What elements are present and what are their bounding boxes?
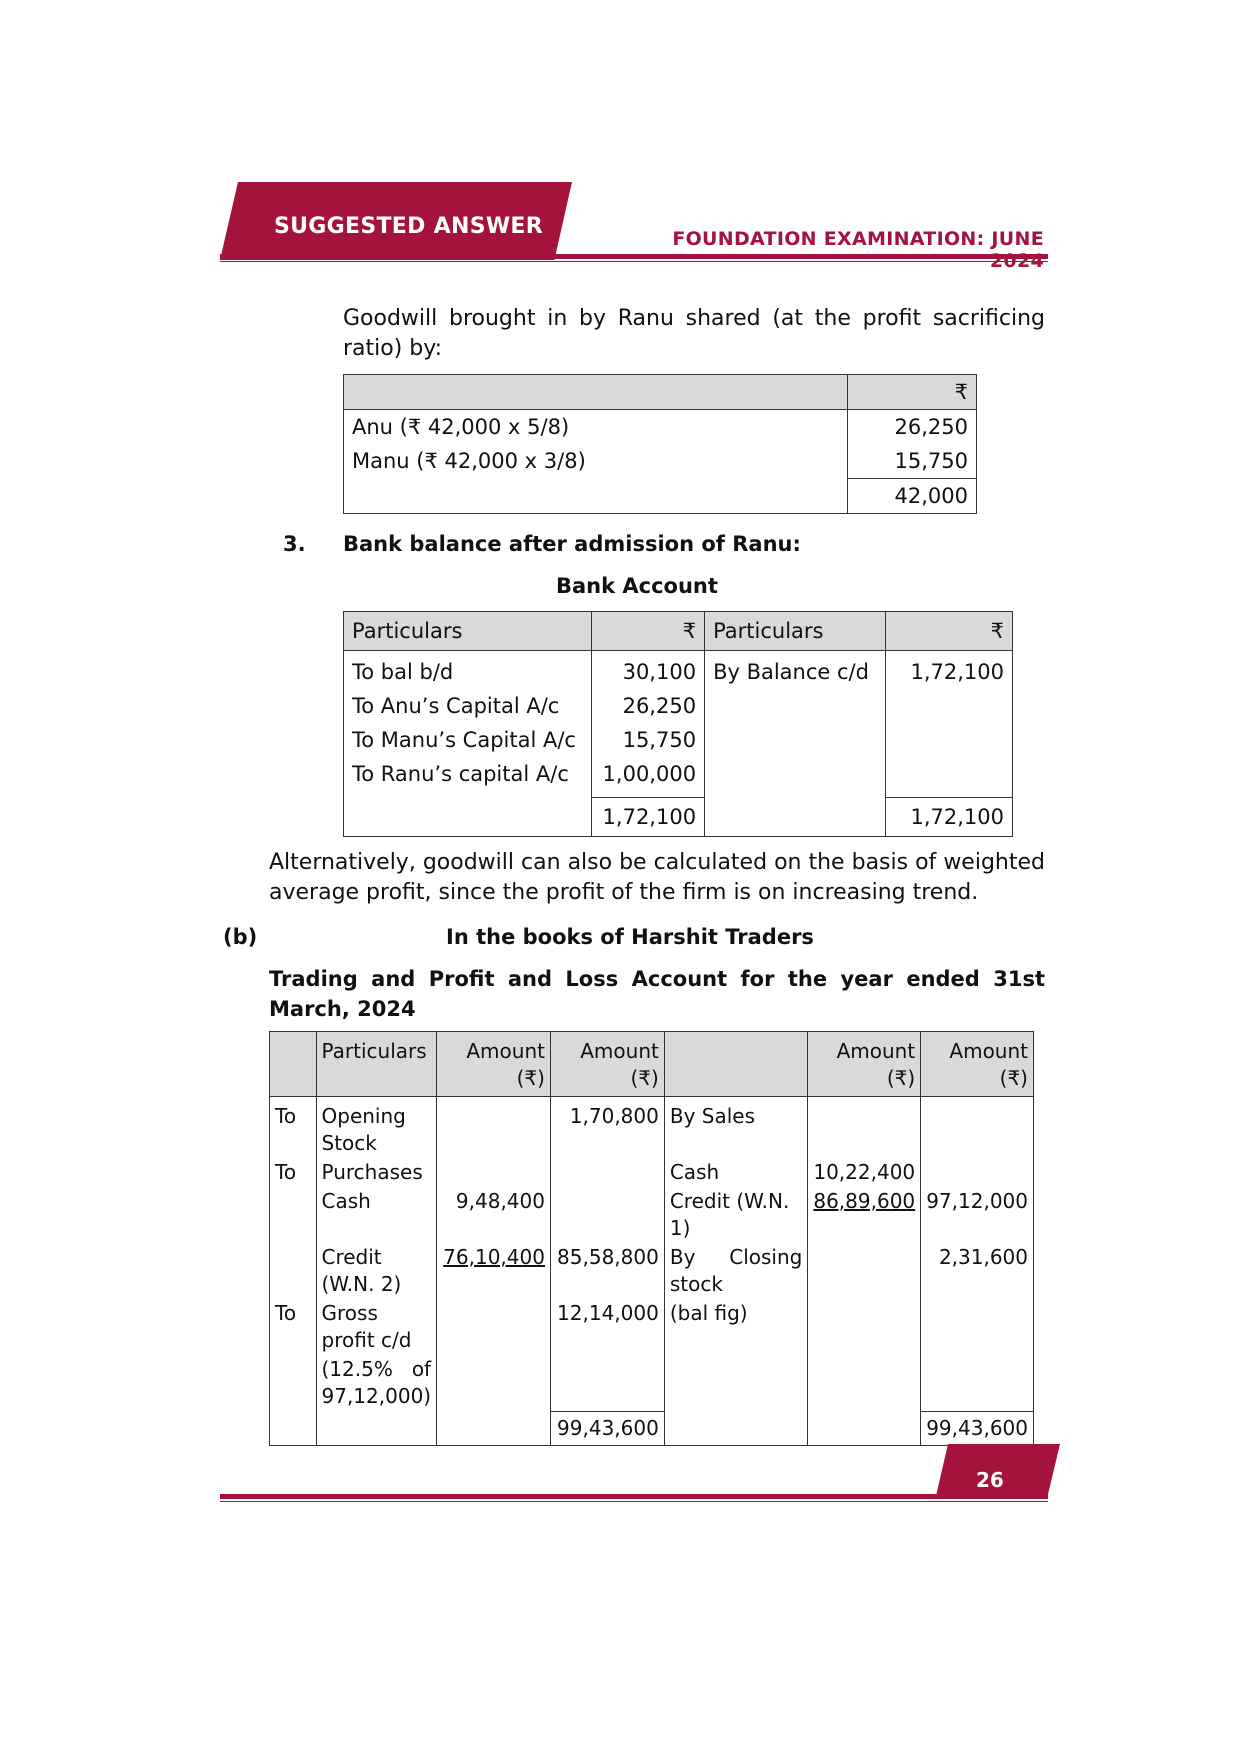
trading-credit-amount: 10,22,400 xyxy=(808,1158,921,1187)
goodwill-row-label: Manu (₹ 42,000 x 3/8) xyxy=(352,449,586,473)
footer-rule xyxy=(220,1494,1048,1499)
header-tab-label: SUGGESTED ANSWER xyxy=(274,214,543,239)
bank-debit-label: To Anu’s Capital A/c xyxy=(352,694,560,718)
page-number: 26 xyxy=(976,1468,1004,1492)
alternative-note: Alternatively, goodwill can also be calculated on the basis of weighted average profit, since the profit of the firm is on increasing trend. xyxy=(269,850,1045,905)
trading-total-right: 99,43,600 xyxy=(921,1411,1034,1445)
bank-heading: Bank balance after admission of Ranu: xyxy=(343,532,801,556)
header-rule xyxy=(220,254,1048,259)
goodwill-row-label: Anu (₹ 42,000 x 5/8) xyxy=(352,415,570,439)
trading-account-table xyxy=(269,1031,1034,1446)
trading-amount: 12,14,000 xyxy=(550,1299,664,1355)
trading-head-currency: (₹) xyxy=(516,1066,545,1090)
bank-debit-label: To Ranu’s capital A/c xyxy=(352,762,569,786)
bank-debit-label: To Manu’s Capital A/c xyxy=(352,728,576,752)
goodwill-head-blank xyxy=(344,375,848,410)
trading-head-amount: Amount xyxy=(580,1039,659,1063)
trading-particular: Gross profit c/d xyxy=(316,1299,437,1355)
trading-amount: 76,10,400 xyxy=(437,1243,551,1299)
trading-head-amount: Amount xyxy=(466,1039,545,1063)
trading-credit-particular: (bal fig) xyxy=(664,1299,808,1355)
goodwill-row-amount: 26,250 xyxy=(848,410,977,445)
trading-head-currency: (₹) xyxy=(630,1066,659,1090)
trading-head-currency: (₹) xyxy=(886,1066,916,1090)
trading-particular: Opening Stock xyxy=(316,1097,437,1159)
trading-head-currency: (₹) xyxy=(999,1066,1028,1090)
trading-to: To xyxy=(275,1301,297,1325)
closing-stock-by: By xyxy=(669,1245,696,1269)
trading-total-left: 99,43,600 xyxy=(550,1411,664,1445)
trading-credit-amount: 86,89,600 xyxy=(808,1187,921,1243)
trading-particular: Cash xyxy=(316,1187,437,1243)
trading-head-particulars: Particulars xyxy=(316,1032,437,1097)
goodwill-currency-header: ₹ xyxy=(848,375,977,410)
closing-stock-label xyxy=(670,1244,803,1271)
bank-debit-amount: 1,00,000 xyxy=(592,757,705,798)
bank-credit-amount: 1,72,100 xyxy=(886,651,1013,690)
closing-stock-word2: stock xyxy=(669,1272,723,1296)
goodwill-total: 42,000 xyxy=(848,479,977,514)
bank-head-particulars: Particulars xyxy=(705,612,886,651)
trading-amount: 1,70,800 xyxy=(550,1097,664,1159)
part-label: (b) xyxy=(223,925,258,949)
bank-debit-amount: 30,100 xyxy=(592,651,705,690)
footer-rule-thin xyxy=(220,1501,1048,1502)
trading-credit-particular: Cash xyxy=(664,1158,808,1187)
bank-head-currency: ₹ xyxy=(592,612,705,651)
trading-credit-total: 97,12,000 xyxy=(921,1187,1034,1243)
header-rule-thin xyxy=(220,261,1048,262)
gross-profit-note xyxy=(322,1356,432,1383)
exam-title: FOUNDATION EXAMINATION: JUNE xyxy=(672,228,1044,250)
closing-stock-word: Closing xyxy=(729,1245,803,1269)
trading-amount: 85,58,800 xyxy=(550,1243,664,1299)
trading-amount: 9,48,400 xyxy=(437,1187,551,1243)
trading-head-amount: Amount xyxy=(949,1039,1028,1063)
bank-head-particulars: Particulars xyxy=(344,612,592,651)
bank-credit-label: By Balance c/d xyxy=(705,651,886,690)
goodwill-row-amount: 15,750 xyxy=(848,444,977,479)
trading-head-amount: Amount xyxy=(836,1039,916,1063)
trading-particular: Purchases xyxy=(316,1158,437,1187)
bank-account-table xyxy=(343,611,1013,837)
gross-profit-rate: (12.5% xyxy=(321,1357,393,1381)
trading-to: To xyxy=(275,1104,297,1128)
account-title: Trading and Profit and Loss Account for the year ended 31st March, 2024 xyxy=(269,967,1045,1021)
gross-profit-base: 97,12,000) xyxy=(321,1384,432,1408)
books-title: In the books of Harshit Traders xyxy=(446,925,814,949)
bank-debit-amount: 26,250 xyxy=(592,689,705,723)
trading-to: To xyxy=(275,1160,297,1184)
trading-credit-particular: By Sales xyxy=(664,1097,808,1159)
goodwill-table xyxy=(343,374,977,514)
goodwill-total-blank xyxy=(344,479,848,514)
gross-profit-of: of xyxy=(411,1357,432,1381)
bank-head-currency: ₹ xyxy=(886,612,1013,651)
bank-account-title: Bank Account xyxy=(556,574,718,598)
bank-debit-amount: 15,750 xyxy=(592,723,705,757)
trading-particular: Credit (W.N. 2) xyxy=(316,1243,437,1299)
bank-debit-label: To bal b/d xyxy=(352,660,454,684)
bank-total-right: 1,72,100 xyxy=(886,798,1013,837)
bank-total-left: 1,72,100 xyxy=(592,798,705,837)
trading-credit-particular: Credit (W.N. 1) xyxy=(664,1187,808,1243)
goodwill-intro: Goodwill brought in by Ranu shared (at the profit sacrificing ratio) by: xyxy=(343,306,1045,361)
section-number: 3. xyxy=(283,532,306,556)
trading-credit-total: 2,31,600 xyxy=(921,1243,1034,1299)
